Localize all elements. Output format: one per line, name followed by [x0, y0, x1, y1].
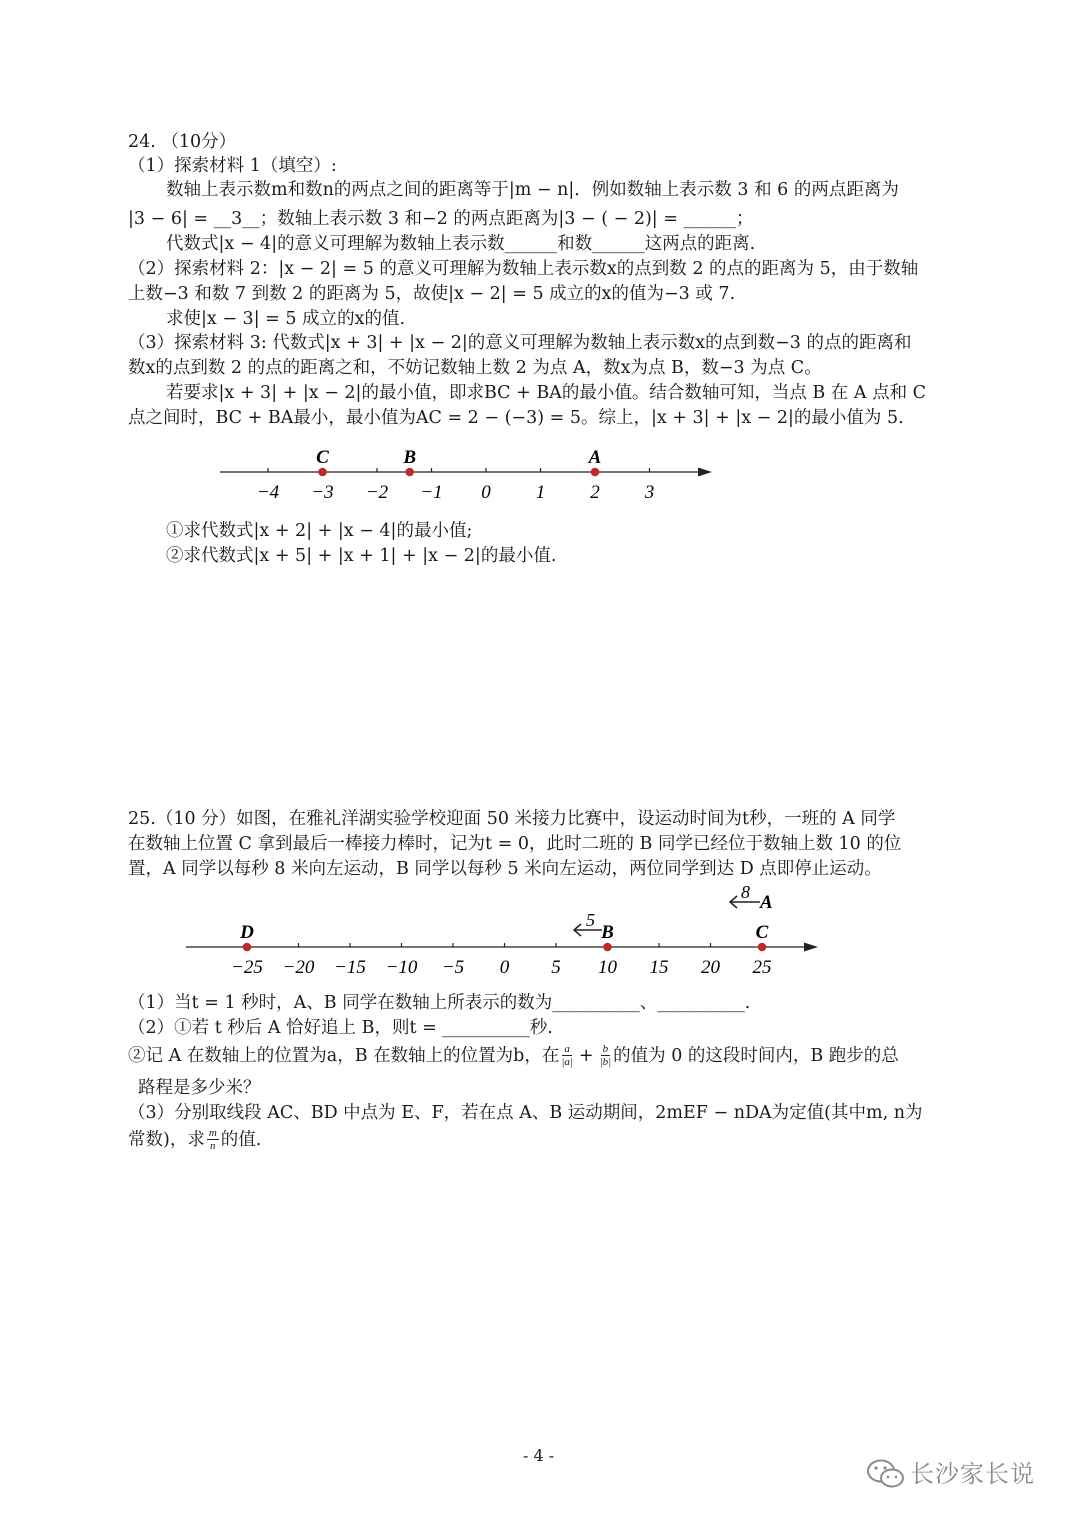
q24-part2-line2: 上数−3 和数 7 到数 2 的距离为 5，故使|x − 2| = 5 成立的x的值为−3 或 7. — [128, 284, 736, 304]
tick-label: 0 — [481, 482, 491, 503]
q24-part2-line3: 求使|x − 3| = 5 成立的x的值. — [166, 309, 406, 329]
watermark-text: 长沙家长说 — [910, 1460, 1035, 1488]
tick-label: 20 — [701, 957, 720, 978]
point-dot — [243, 943, 252, 952]
q24-part3-line4: 点之间时，BC + BA最小，最小值为AC = 2 − (−3) = 5。综上，|x + 3| + |x − 2|的最小值为 5. — [128, 408, 904, 428]
speed-b-label: 5 — [586, 910, 595, 930]
tick-label: −1 — [420, 482, 443, 503]
fraction-numerator: a — [564, 1043, 570, 1055]
fraction-m-over-n — [207, 1127, 219, 1152]
fraction-numerator: b — [602, 1043, 609, 1055]
tick-label: 25 — [752, 957, 772, 978]
q25-sub3-text-a: ②记 A 在数轴上的位置为a，B 在数轴上的位置为b，在 — [128, 1045, 560, 1066]
q25-sub3-line2: 路程是多少米？ — [138, 1078, 261, 1098]
number-line-q24 — [200, 430, 740, 510]
point-dot — [591, 468, 600, 477]
page-number: - 4 - — [523, 1446, 555, 1465]
point-label: D — [240, 922, 254, 943]
point-label: C — [755, 922, 769, 943]
q25-sub4-line1: （3）分别取线段 AC、BD 中点为 E、F，若在点 A、B 运动期间，2mEF − nDA为定值(其中m, n为 — [128, 1103, 923, 1123]
fraction-a-over-abs-a — [561, 1043, 573, 1068]
tick-label: −10 — [385, 957, 418, 978]
fraction-numerator: m — [208, 1127, 217, 1139]
tick-label: 15 — [649, 957, 669, 978]
tick-label: −5 — [441, 957, 465, 978]
tick-label: 2 — [590, 482, 600, 503]
q24-header: 24. （10分） — [128, 132, 237, 152]
q24-part1-line2: |3 − 6| = __3__；数轴上表示数 3 和−2 的两点距离为|3 − ( − 2)| = ______； — [128, 209, 754, 229]
q25-line1: 25.（10 分）如图，在雅礼洋湖实验学校迎面 50 米接力比赛中，设运动时间为t秒，一班的 A 同学 — [128, 809, 896, 829]
axis-arrow — [698, 468, 712, 477]
q24-part1-title: （1）探索材料 1（填空）: — [128, 156, 337, 176]
q25-sub1: （1）当t = 1 秒时，A、B 同学在数轴上所表示的数为__________、__________. — [128, 993, 751, 1013]
point-label: B — [403, 447, 417, 468]
fraction-denominator: |b| — [599, 1056, 612, 1068]
axis-arrow — [804, 943, 818, 952]
tick-label: −25 — [231, 957, 263, 978]
number-line-q25 — [170, 876, 840, 980]
tick-label: 1 — [535, 482, 546, 503]
tick-label: −20 — [282, 957, 315, 978]
q24-task1: ①求代数式|x + 2| + |x − 4|的最小值; — [166, 521, 473, 541]
q25-sub4-line2 — [128, 1127, 261, 1152]
q24-part3-line2: 数x的点到数 2 的点的距离之和，不妨记数轴上数 2 为点 A，数x为点 B，数−3 为点 C。 — [128, 358, 822, 378]
q25-sub3-text-b: 的值为 0 的这段时间内，B 跑步的总 — [613, 1045, 899, 1066]
tick-label: 0 — [499, 957, 510, 978]
q24-part2-line1: （2）探索材料 2：|x − 2| = 5 的意义可理解为数轴上表示数x的点到数 2 的点的距离为 5，由于数轴 — [128, 259, 919, 279]
fraction-denominator: n — [210, 1140, 216, 1152]
tick-label: −2 — [365, 482, 389, 503]
runner-a-label: A — [760, 892, 773, 913]
q25-line2: 在数轴上位置 C 拿到最后一棒接力棒时，记为t = 0，此时二班的 B 同学已经位于数轴上数 10 的位 — [128, 834, 902, 854]
q25-line3: 置，A 同学以每秒 8 米向左运动，B 同学以每秒 5 米向左运动，两位同学到达 D 点即停止运动。 — [128, 859, 882, 879]
point-dot — [318, 468, 327, 477]
q24-part3-line1: （3）探索材料 3: 代数式|x + 3| + |x − 2|的意义可理解为数轴上表示数x的点到数−3 的点的距离和 — [128, 333, 912, 353]
tick-label: 10 — [598, 957, 617, 978]
q25-sub2: （2）①若 t 秒后 A 恰好追上 B，则t = __________秒. — [128, 1018, 553, 1038]
q25-sub4-text-a: 常数)，求 — [128, 1129, 205, 1150]
tick-label: −3 — [311, 482, 334, 503]
fraction-b-over-abs-b — [600, 1043, 612, 1068]
point-dot — [603, 943, 612, 952]
point-label: B — [601, 922, 614, 943]
q25-sub3-line1 — [128, 1043, 899, 1068]
point-label: A — [588, 447, 602, 468]
q25-sub4-text-b: 的值. — [220, 1129, 262, 1150]
tick-label: −4 — [256, 482, 280, 503]
q24-part1-line3: 代数式|x − 4|的意义可理解为数轴上表示数______和数______这两点的距离. — [166, 234, 756, 254]
wechat-icon — [866, 1457, 906, 1491]
point-dot — [405, 468, 414, 477]
q24-part3-line3: 若要求|x + 3| + |x − 2|的最小值，即求BC + BA的最小值。结合数轴可知，当点 B 在 A 点和 C — [166, 383, 927, 403]
q24-part1-line1: 数轴上表示数m和数n的两点之间的距离等于|m − n|．例如数轴上表示数 3 和 6 的两点距离为 — [166, 180, 899, 200]
tick-label: −15 — [334, 957, 366, 978]
tick-label: 3 — [644, 482, 655, 503]
q24-task2: ②求代数式|x + 5| + |x + 1| + |x − 2|的最小值. — [166, 546, 557, 566]
point-label: C — [316, 447, 329, 468]
tick-label: 5 — [551, 957, 561, 978]
point-dot — [758, 943, 767, 952]
speed-a-label: 8 — [741, 882, 750, 902]
fraction-denominator: |a| — [561, 1056, 573, 1068]
plus-sign: + — [578, 1045, 594, 1066]
